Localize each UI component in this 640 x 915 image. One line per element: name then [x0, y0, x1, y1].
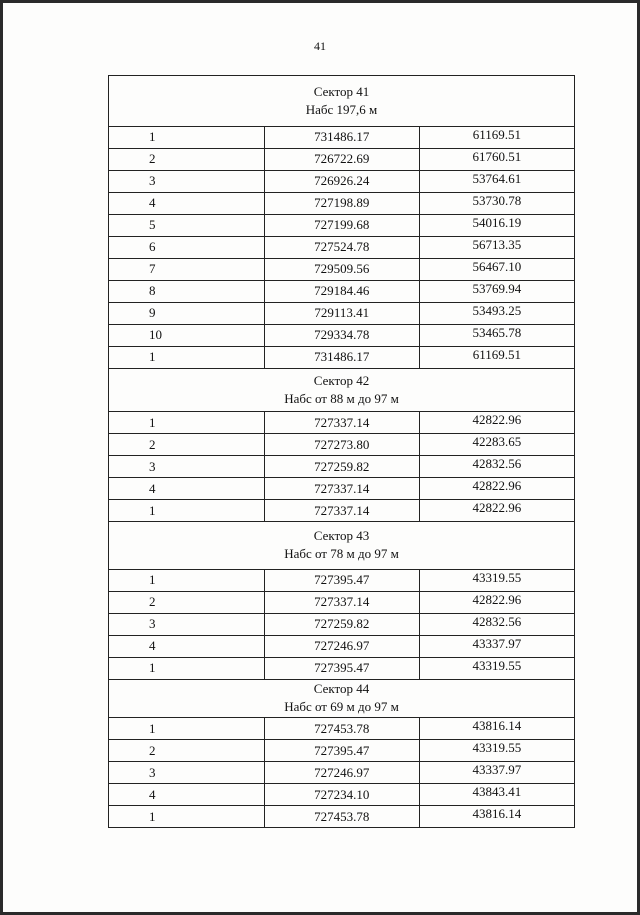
sector-table — [109, 369, 575, 523]
coordinate-y: 43337.97 — [419, 762, 574, 784]
coordinate-y: 61760.51 — [419, 148, 574, 170]
coordinate-x: 731486.17 — [264, 126, 419, 148]
coordinate-x: 727198.89 — [264, 192, 419, 214]
coordinate-row — [109, 569, 575, 591]
coordinate-row — [109, 478, 575, 500]
coordinate-row — [109, 302, 575, 324]
coordinate-y: 53769.94 — [419, 280, 574, 302]
point-number: 4 — [109, 478, 264, 500]
point-number: 1 — [109, 569, 264, 591]
coordinate-row — [109, 324, 575, 346]
point-number: 2 — [109, 740, 264, 762]
coordinate-y: 53493.25 — [419, 302, 574, 324]
coordinate-x: 727259.82 — [264, 456, 419, 478]
point-number: 1 — [109, 346, 264, 368]
coordinate-y: 43319.55 — [419, 657, 574, 679]
coordinate-row — [109, 613, 575, 635]
coordinate-y: 43816.14 — [419, 806, 574, 828]
coordinate-x: 727453.78 — [264, 718, 419, 740]
coordinate-x: 727337.14 — [264, 412, 419, 434]
coordinate-x: 727524.78 — [264, 236, 419, 258]
sector-altitude: Набс 197,6 м — [305, 101, 378, 117]
coordinate-row — [109, 434, 575, 456]
sector-table — [109, 680, 575, 829]
point-number: 4 — [109, 635, 264, 657]
point-number: 1 — [109, 126, 264, 148]
coordinate-row — [109, 500, 575, 522]
sector-header — [109, 76, 575, 126]
sector-title: Сектор 43 — [313, 528, 370, 544]
point-number: 3 — [109, 613, 264, 635]
point-number: 9 — [109, 302, 264, 324]
coordinate-y: 43337.97 — [419, 635, 574, 657]
coordinate-row — [109, 346, 575, 368]
coordinate-y: 53730.78 — [419, 192, 574, 214]
sector-table — [109, 76, 575, 369]
coordinate-x: 727395.47 — [264, 740, 419, 762]
sector-coordinates-table — [108, 75, 575, 828]
coordinate-x: 727337.14 — [264, 478, 419, 500]
point-number: 2 — [109, 591, 264, 613]
coordinate-y: 43319.55 — [419, 569, 574, 591]
coordinate-x: 727234.10 — [264, 784, 419, 806]
coordinate-y: 43816.14 — [419, 718, 574, 740]
coordinate-y: 42822.96 — [419, 478, 574, 500]
page-number: 41 — [314, 39, 326, 53]
sector-table — [109, 522, 575, 680]
point-number: 1 — [109, 806, 264, 828]
point-number: 2 — [109, 148, 264, 170]
coordinate-y: 42832.56 — [419, 456, 574, 478]
sector-altitude: Набс от 69 м до 97 м — [284, 699, 399, 715]
point-number: 4 — [109, 192, 264, 214]
coordinate-row — [109, 214, 575, 236]
coordinate-row — [109, 740, 575, 762]
coordinate-row — [109, 657, 575, 679]
coordinate-y: 42822.96 — [419, 500, 574, 522]
coordinate-x: 729113.41 — [264, 302, 419, 324]
coordinate-x: 727395.47 — [264, 657, 419, 679]
coordinate-y: 42822.96 — [419, 591, 574, 613]
coordinate-x: 727337.14 — [264, 500, 419, 522]
point-number: 6 — [109, 236, 264, 258]
coordinate-row — [109, 718, 575, 740]
point-number: 1 — [109, 412, 264, 434]
point-number: 3 — [109, 762, 264, 784]
point-number: 4 — [109, 784, 264, 806]
sector-title: Сектор 44 — [313, 681, 370, 697]
coordinate-x: 727395.47 — [264, 569, 419, 591]
coordinate-row — [109, 170, 575, 192]
coordinate-y: 42822.96 — [419, 412, 574, 434]
coordinate-y: 61169.51 — [419, 346, 574, 368]
coordinate-x: 729334.78 — [264, 324, 419, 346]
coordinate-y: 43843.41 — [419, 784, 574, 806]
coordinate-x: 727337.14 — [264, 591, 419, 613]
coordinate-y: 61169.51 — [419, 126, 574, 148]
coordinate-y: 54016.19 — [419, 214, 574, 236]
coordinate-x: 726926.24 — [264, 170, 419, 192]
coordinate-row — [109, 784, 575, 806]
coordinate-x: 731486.17 — [264, 346, 419, 368]
coordinate-x: 727199.68 — [264, 214, 419, 236]
coordinate-row — [109, 456, 575, 478]
sector-altitude: Набс от 78 м до 97 м — [284, 546, 399, 562]
coordinate-x: 726722.69 — [264, 148, 419, 170]
sector-header — [109, 369, 575, 412]
coordinate-row — [109, 412, 575, 434]
coordinate-row — [109, 635, 575, 657]
point-number: 2 — [109, 434, 264, 456]
sector-title: Сектор 41 — [313, 83, 370, 99]
point-number: 1 — [109, 500, 264, 522]
point-number: 1 — [109, 657, 264, 679]
coordinate-row — [109, 591, 575, 613]
point-number: 8 — [109, 280, 264, 302]
coordinate-x: 727246.97 — [264, 762, 419, 784]
point-number: 1 — [109, 718, 264, 740]
sector-header — [109, 680, 575, 718]
coordinate-row — [109, 148, 575, 170]
coordinate-y: 43319.55 — [419, 740, 574, 762]
sector-header — [109, 522, 575, 569]
coordinate-row — [109, 280, 575, 302]
coordinate-x: 729509.56 — [264, 258, 419, 280]
coordinate-y: 56713.35 — [419, 236, 574, 258]
coordinate-x: 727453.78 — [264, 806, 419, 828]
coordinate-y: 56467.10 — [419, 258, 574, 280]
coordinate-x: 727246.97 — [264, 635, 419, 657]
coordinate-row — [109, 126, 575, 148]
coordinate-x: 727273.80 — [264, 434, 419, 456]
point-number: 10 — [109, 324, 264, 346]
coordinate-row — [109, 192, 575, 214]
coordinate-y: 53764.61 — [419, 170, 574, 192]
point-number: 3 — [109, 456, 264, 478]
coordinate-row — [109, 258, 575, 280]
coordinate-y: 42283.65 — [419, 434, 574, 456]
document-page — [3, 3, 637, 912]
coordinate-x: 729184.46 — [264, 280, 419, 302]
point-number: 7 — [109, 258, 264, 280]
coordinate-row — [109, 236, 575, 258]
coordinate-y: 42832.56 — [419, 613, 574, 635]
point-number: 5 — [109, 214, 264, 236]
sector-altitude: Набс от 88 м до 97 м — [284, 390, 399, 406]
coordinate-x: 727259.82 — [264, 613, 419, 635]
coordinate-row — [109, 806, 575, 828]
coordinate-y: 53465.78 — [419, 324, 574, 346]
point-number: 3 — [109, 170, 264, 192]
coordinate-row — [109, 762, 575, 784]
sector-title: Сектор 42 — [313, 372, 370, 388]
